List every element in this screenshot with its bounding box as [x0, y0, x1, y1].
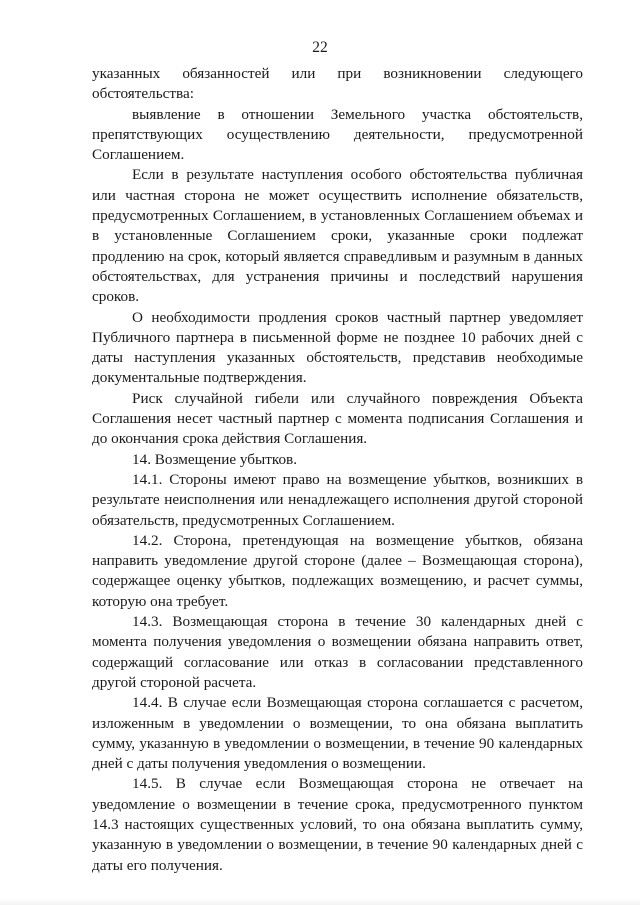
clause-14-5: 14.5. В случае если Возмещающая сторона не отвечает на уведомление о возмещении в течение срока, предусмотренного пунктом 14.3 настоящих существенных условий, то она обязана выплатить сумму, указанную в уведомлении о возмещении, в течение 90 календарных дней с даты его получения. [92, 775, 583, 874]
clause-14-4: 14.4. В случае если Возмещающая сторона соглашается с расчетом, изложенным в уведомлении о возмещении, то она обязана выплатить сумму, указанную в уведомлении о возмещении, в течение 90 календарных дней с даты получения уведомления о возмещении. [92, 694, 583, 773]
paragraph-extension-terms: Если в результате наступления особого обстоятельства публичная или частная сторона не может осуществить исполнение обязательств, предусмотренных Соглашением, в установленных Соглашением объемах и в установленные Соглашением сроки, указанные сроки подлежат продлению на срок, который является справедливым и разумным в данных обстоятельствах, для устранения причины и последствий нарушения сроков. [92, 166, 583, 306]
clause-14-3: 14.3. Возмещающая сторона в течение 30 календарных дней с момента получения уведомления о возмещении обязана направить ответ, содержащий согласование или отказ в согласовании представленного другой стороной расчета. [92, 613, 583, 691]
section-heading-14: 14. Возмещение убытков. [132, 450, 297, 468]
paragraph-circumstance: выявление в отношении Земельного участка обстоятельств, препятствующих осуществлению деятельности, предусмотренной Соглашением. [92, 105, 583, 164]
scan-edge [0, 899, 640, 905]
document-body [92, 64, 583, 876]
clause-14-1: 14.1. Стороны имеют право на возмещение убытков, возникших в результате неисполнения или ненадлежащего исполнения другой стороной обязательств, предусмотренных Соглашением. [92, 470, 583, 529]
paragraph-risk: Риск случайной гибели или случайного повреждения Объекта Соглашения несет частный партнер с момента подписания Соглашения и до окончания срока действия Соглашения. [92, 389, 583, 448]
clause-14-2: 14.2. Сторона, претендующая на возмещение убытков, обязана направить уведомление другой стороне (далее – Возмещающая сторона), содержащее оценку убытков, подлежащих возмещению, и расчет суммы, которую она требует. [92, 531, 583, 610]
paragraph-extension-notice: О необходимости продления сроков частный партнер уведомляет Публичного партнера в письменной форме не позднее 10 рабочих дней с даты наступления указанных обстоятельств, представив необходимые документальные подтверждения. [92, 308, 583, 387]
paragraph-continuation: указанных обязанностей или при возникновении следующего обстоятельства: [92, 65, 583, 103]
page-number: 22 [312, 39, 328, 56]
